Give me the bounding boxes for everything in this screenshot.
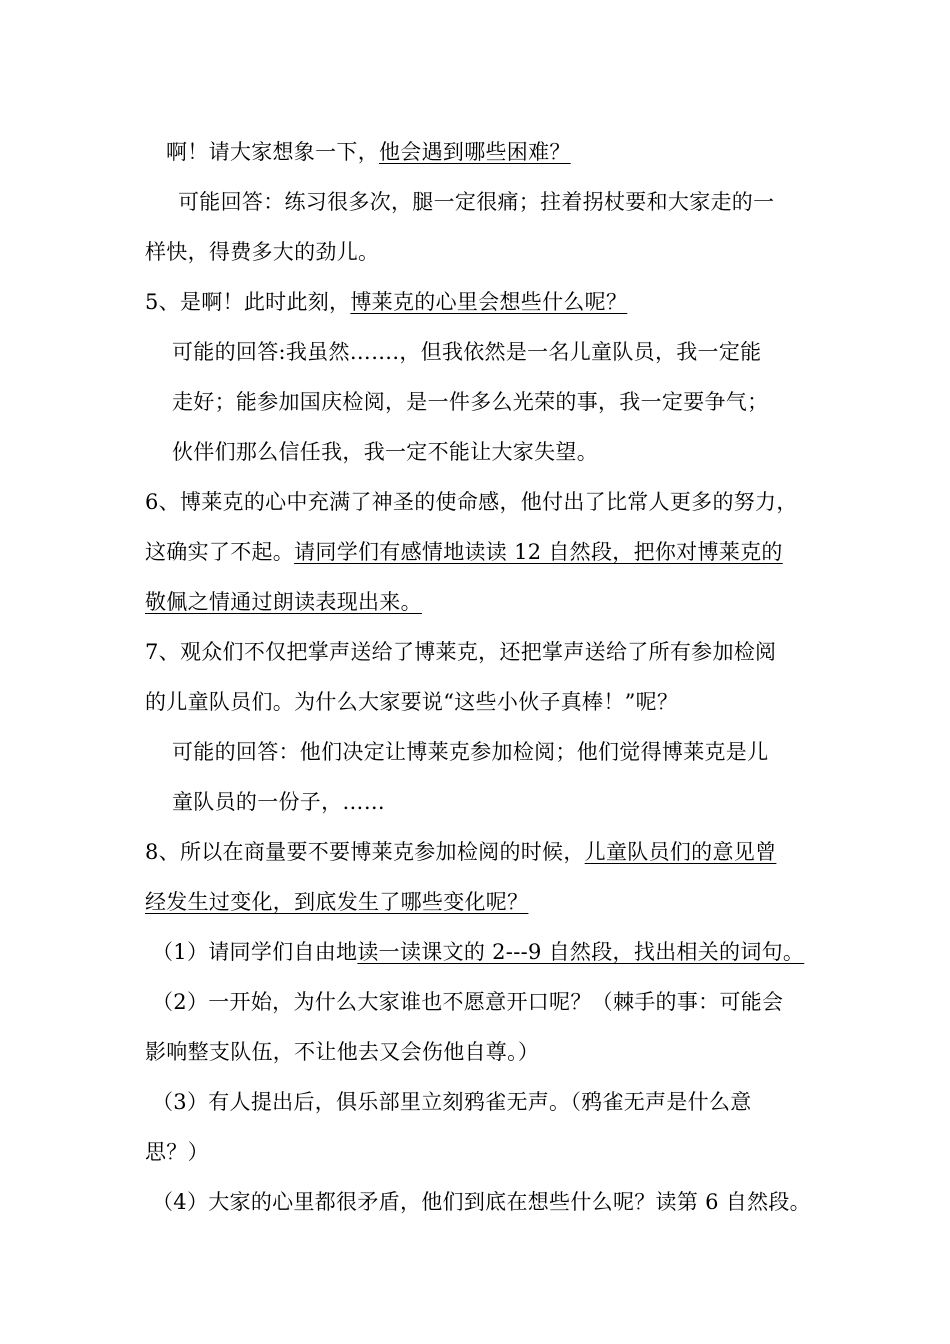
- text-line: [172, 338, 761, 366]
- text-line: [145, 638, 776, 666]
- text-line: [145, 838, 776, 866]
- text-segment: 思？）: [145, 1140, 209, 1164]
- text-segment: 啊！请大家想象一下，: [166, 140, 379, 164]
- text-line: [166, 138, 571, 166]
- text-line: [172, 738, 768, 766]
- text-segment: 影响整支队伍，不让他去又会伤他自尊。）: [145, 1040, 540, 1064]
- text-line: [145, 1138, 209, 1166]
- text-segment: 的儿童队员们。为什么大家要说“这些小伙子真棒！”呢？: [145, 690, 679, 714]
- text-line: [145, 1038, 539, 1066]
- underlined-question: 博莱克的心里会想些什么呢？: [350, 290, 628, 314]
- text-line: [145, 288, 627, 316]
- text-segment: 7、观众们不仅把掌声送给了博莱克，还把掌声送给了所有参加检阅: [145, 640, 777, 664]
- underlined-instruction: 敬佩之情通过朗读表现出来。: [145, 590, 422, 614]
- text-segment: 伙伴们那么信任我，我一定不能让大家失望。: [172, 440, 598, 464]
- text-segment: 走好；能参加国庆检阅，是一件多么光荣的事，我一定要争气；: [172, 390, 769, 414]
- text-segment: 可能的回答：他们决定让博莱克参加检阅；他们觉得博莱克是儿: [172, 740, 769, 764]
- underlined-question: 他会遇到哪些困难？: [379, 140, 571, 164]
- text-line: [145, 238, 379, 266]
- text-segment: 可能的回答:我虽然…….，但我依然是一名儿童队员，我一定能: [172, 340, 762, 364]
- text-segment: 可能回答：练习很多次，腿一定很痛；拄着拐杖要和大家走的一: [178, 190, 775, 214]
- text-line: [172, 388, 768, 416]
- text-line: [152, 1088, 752, 1116]
- text-segment: 样快，得费多大的劲儿。: [145, 240, 380, 264]
- text-segment: （4）大家的心里都很矛盾，他们到底在想些什么呢？读第 6 自然段。: [152, 1190, 811, 1214]
- text-segment: 这确实了不起。: [145, 540, 295, 564]
- text-segment: 8、所以在商量要不要博莱克参加检阅的时候，: [145, 840, 585, 864]
- text-line: [172, 438, 598, 466]
- text-line: [172, 788, 385, 816]
- text-line: [178, 188, 774, 216]
- text-segment: 6、博莱克的心中充满了神圣的使命感，他付出了比常人更多的努力，: [145, 490, 798, 514]
- text-line: [152, 988, 783, 1016]
- text-line: [145, 688, 678, 716]
- text-segment: 5、是啊！此时此刻，: [145, 290, 351, 314]
- text-segment: （1）请同学们自由地: [152, 940, 358, 964]
- text-line: [145, 488, 798, 516]
- text-segment: （2）一开始，为什么大家谁也不愿意开口呢？（棘手的事：可能会: [152, 990, 784, 1014]
- text-line: [145, 888, 528, 916]
- text-segment: （3）有人提出后，俱乐部里立刻鸦雀无声。（鸦雀无声是什么意: [152, 1090, 752, 1114]
- underlined-question: 儿童队员们的意见曾: [584, 840, 777, 864]
- text-line: [152, 938, 804, 966]
- text-line: [145, 588, 422, 616]
- text-line: [145, 538, 783, 566]
- underlined-question: 经发生过变化，到底发生了哪些变化呢？: [145, 890, 529, 914]
- underlined-instruction: 读一读课文的 2---9 自然段，找出相关的词句。: [357, 940, 805, 964]
- text-segment: 童队员的一份子，……: [172, 790, 385, 814]
- text-line: [152, 1188, 811, 1216]
- underlined-instruction: 请同学们有感情地读读 12 自然段，把你对博莱克的: [294, 540, 783, 564]
